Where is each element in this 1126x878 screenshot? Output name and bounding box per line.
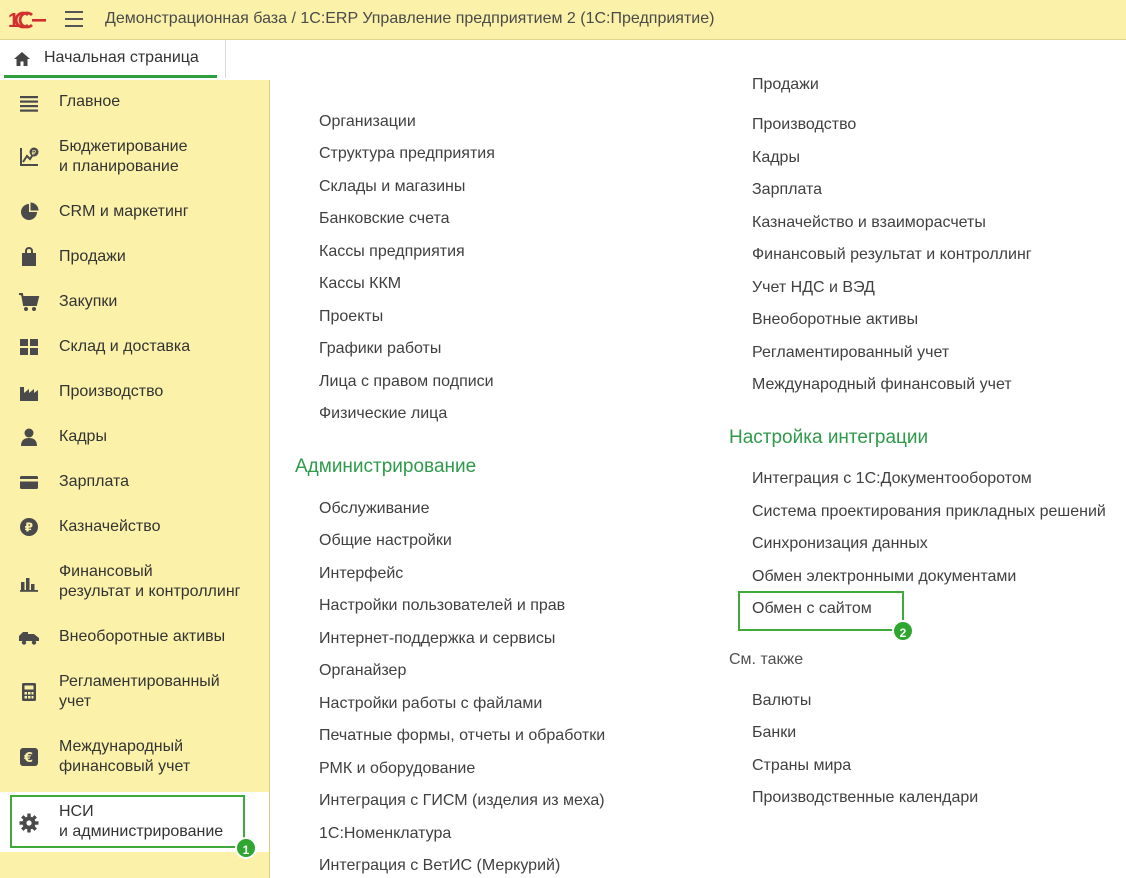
link-data-sync[interactable]: Синхронизация данных: [752, 535, 928, 552]
tab-home[interactable]: [0, 40, 226, 78]
link-solution-design-system[interactable]: Система проектирования прикладных решений: [752, 503, 1106, 520]
factory-icon: [18, 381, 40, 403]
sidebar-item-label: Производство: [59, 383, 164, 400]
link-print-forms-reports[interactable]: Печатные формы, отчеты и обработки: [319, 727, 606, 744]
link-projects[interactable]: Проекты: [319, 308, 384, 325]
link-individuals[interactable]: Физические лица: [319, 405, 448, 422]
link-rmk-equipment[interactable]: РМК и оборудование: [319, 760, 476, 777]
sidebar-item-hr[interactable]: [0, 420, 269, 455]
sidebar-item-budgeting[interactable]: [0, 130, 269, 185]
sidebar-item-label: Главное: [59, 93, 121, 110]
link-file-settings[interactable]: Настройки работы с файлами: [319, 695, 543, 712]
link-bank-accounts[interactable]: Банковские счета: [319, 210, 450, 227]
budget-icon: [18, 146, 40, 168]
sidebar-item-regulated-accounting[interactable]: [0, 665, 269, 720]
1c-logo: [8, 9, 48, 31]
warehouse-grid-icon: [18, 336, 40, 358]
calculator-icon: [18, 681, 40, 703]
link-kkm-cash-desks[interactable]: Кассы ККМ: [319, 275, 402, 292]
link-currencies[interactable]: Валюты: [752, 692, 812, 709]
link-production-calendars[interactable]: Производственные календари: [752, 789, 979, 806]
sidebar-item-main[interactable]: [0, 85, 269, 120]
highlight-frame-1: [10, 795, 245, 848]
link-production-settings[interactable]: Производство: [752, 116, 857, 133]
tab-home-label: Начальная страница: [44, 49, 199, 66]
sidebar-item-purchases[interactable]: [0, 285, 269, 320]
cut-off-heading: [752, 76, 872, 104]
sidebar: [0, 80, 270, 878]
sidebar-item-label: Склад и доставка: [59, 338, 191, 355]
link-internet-support[interactable]: Интернет-поддержка и сервисы: [319, 630, 556, 647]
see-also-title: См. также: [729, 651, 804, 668]
link-organizer[interactable]: Органайзер: [319, 662, 407, 679]
sidebar-item-label: НСИ и администрирование: [59, 803, 224, 840]
person-icon: [18, 426, 40, 448]
link-signatories[interactable]: Лица с правом подписи: [319, 373, 494, 390]
svg-text:1: 1: [8, 10, 20, 32]
link-organizations[interactable]: Организации: [319, 113, 416, 130]
shopping-bag-icon: [18, 246, 40, 268]
step-badge-2: 2: [892, 620, 914, 642]
title-bar: [0, 0, 1126, 40]
tab-active-indicator: [4, 75, 217, 78]
link-financial-result-settings[interactable]: Финансовый результат и контроллинг: [752, 246, 1032, 263]
home-icon: [13, 51, 31, 67]
link-work-schedules[interactable]: Графики работы: [319, 340, 442, 357]
sidebar-item-financial-result[interactable]: [0, 555, 269, 610]
list-icon: [18, 92, 40, 114]
highlight-frame-2: [738, 591, 904, 631]
cut-off-heading-text: Продажи: [752, 76, 819, 93]
pie-chart-icon: [18, 201, 40, 223]
ruble-coin-icon: [18, 516, 40, 538]
sidebar-item-warehouse[interactable]: [0, 330, 269, 365]
sidebar-item-fixed-assets[interactable]: [0, 620, 269, 655]
sidebar-item-production[interactable]: [0, 375, 269, 410]
link-vetis-integration[interactable]: Интеграция с ВетИС (Меркурий): [319, 857, 561, 874]
link-banks[interactable]: Банки: [752, 724, 797, 741]
sidebar-item-label: CRM и маркетинг: [59, 203, 189, 220]
sidebar-item-sales[interactable]: [0, 240, 269, 275]
section-title-administration: Администрирование: [295, 456, 477, 477]
svg-text:₽: ₽: [31, 148, 37, 157]
sidebar-item-crm[interactable]: [0, 195, 269, 230]
link-document-flow-integration[interactable]: Интеграция с 1С:Документооборотом: [752, 470, 1032, 487]
cart-icon: [18, 291, 40, 313]
link-website-exchange[interactable]: Обмен с сайтом: [752, 600, 872, 617]
link-general-settings[interactable]: Общие настройки: [319, 532, 452, 549]
card-icon: [18, 471, 40, 493]
link-vat-ved-settings[interactable]: Учет НДС и ВЭД: [752, 279, 875, 296]
sidebar-item-treasury[interactable]: [0, 510, 269, 545]
svg-text:₽: ₽: [24, 520, 33, 535]
sidebar-item-label: Закупки: [59, 293, 118, 310]
sidebar-item-label: Финансовый результат и контроллинг: [59, 563, 241, 600]
sidebar-item-label: Продажи: [59, 248, 126, 265]
sidebar-item-label: Международный финансовый учет: [59, 738, 191, 775]
link-salary-settings[interactable]: Зарплата: [752, 181, 823, 198]
link-cash-desks[interactable]: Кассы предприятия: [319, 243, 465, 260]
svg-text:€: €: [24, 751, 34, 766]
link-fixed-assets-settings[interactable]: Внеоборотные активы: [752, 311, 919, 328]
sidebar-item-label: Казначейство: [59, 518, 161, 535]
link-1c-nomenclature[interactable]: 1С:Номенклатура: [319, 825, 452, 842]
link-countries[interactable]: Страны мира: [752, 757, 852, 774]
link-warehouses-stores[interactable]: Склады и магазины: [319, 178, 466, 195]
link-user-rights-settings[interactable]: Настройки пользователей и прав: [319, 597, 566, 614]
section-title-integration: Настройка интеграции: [729, 427, 929, 448]
sidebar-item-label: Бюджетирование и планирование: [59, 138, 188, 175]
link-maintenance[interactable]: Обслуживание: [319, 500, 430, 517]
truck-icon: [18, 626, 40, 648]
link-hr-settings[interactable]: Кадры: [752, 149, 800, 166]
link-regulated-accounting-settings[interactable]: Регламентированный учет: [752, 344, 950, 361]
link-interface[interactable]: Интерфейс: [319, 565, 404, 582]
link-treasury-settings[interactable]: Казначейство и взаиморасчеты: [752, 214, 986, 231]
sidebar-item-ifrs[interactable]: [0, 730, 269, 785]
sidebar-item-label: Регламентированный учет: [59, 673, 220, 710]
sidebar-item-salary[interactable]: [0, 465, 269, 500]
step-badge-1: 1: [235, 837, 257, 859]
sidebar-item-label: Зарплата: [59, 473, 130, 490]
window-title: Демонстрационная база / 1С:ERP Управление предприятием 2 (1С:Предприятие): [105, 10, 715, 27]
euro-coin-icon: [18, 746, 40, 768]
hamburger-icon[interactable]: [65, 11, 83, 28]
sidebar-item-label: Внеоборотные активы: [59, 628, 226, 645]
sidebar-item-label: Кадры: [59, 428, 107, 445]
bar-chart-icon: [18, 571, 40, 593]
link-company-structure[interactable]: Структура предприятия: [319, 145, 495, 162]
link-edi-exchange[interactable]: Обмен электронными документами: [752, 568, 1017, 585]
link-gism-integration[interactable]: Интеграция с ГИСМ (изделия из меха): [319, 792, 605, 809]
link-ifrs-settings[interactable]: Международный финансовый учет: [752, 376, 1012, 393]
